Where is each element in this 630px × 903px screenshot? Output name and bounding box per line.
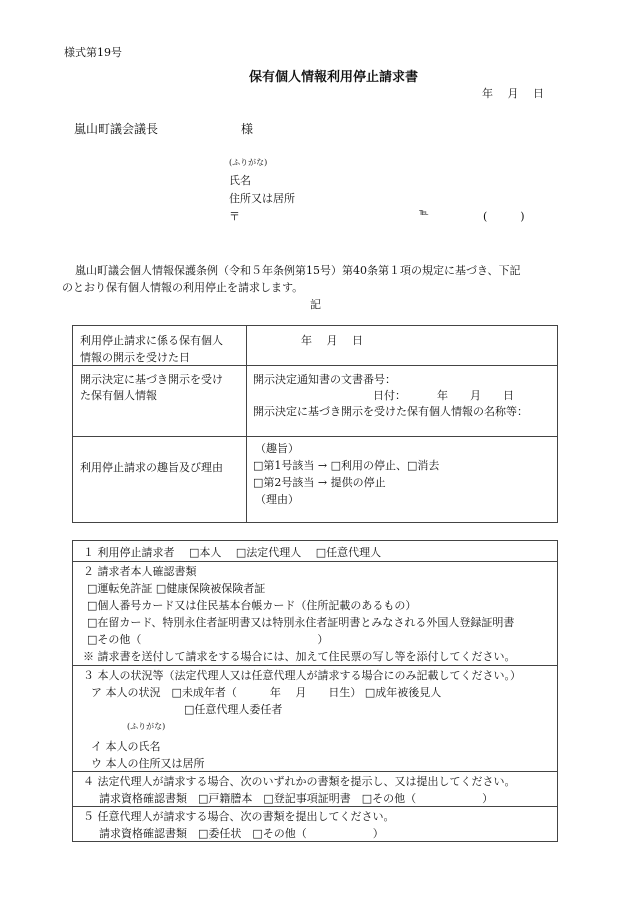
name-label: 氏名	[229, 174, 251, 187]
row-label-line: 情報の開示を受けた日	[80, 351, 190, 364]
table-row-disclosure-date	[73, 326, 557, 366]
postal-mark: 〒	[229, 210, 240, 223]
principal-furigana: (ふりがな)	[127, 722, 166, 731]
legal-agent-docs[interactable]: 請求資格確認書類 □戸籍謄本 □登記事項証明書 □その他（ ）	[99, 792, 494, 805]
requester-type[interactable]: １ 利用停止請求者 □本人 □法定代理人 □任意代理人	[83, 546, 382, 559]
table-row-disclosed-info	[73, 366, 557, 437]
disclosure-date-value[interactable]: 年 月 日	[301, 334, 363, 347]
date-line: 年 月 日	[482, 87, 544, 100]
address-label: 住所又は居所	[229, 192, 295, 205]
divider	[73, 561, 557, 562]
document-date-field[interactable]: 日付： 年 月 日	[373, 389, 514, 402]
purpose-option-2[interactable]: □第2号該当 → 提供の停止	[253, 476, 386, 489]
id-docs-option[interactable]: □運転免許証 □健康保険被保険者証	[87, 582, 266, 595]
principal-name-field[interactable]: イ 本人の氏名	[91, 740, 161, 753]
ki-label: 記	[310, 298, 321, 311]
furigana-label: (ふりがな)	[229, 158, 268, 167]
principal-status-title: ３ 本人の状況等（法定代理人又は任意代理人が請求する場合にのみ記載してください。）	[83, 669, 521, 682]
row-label: 利用停止請求の趣旨及び理由	[80, 461, 223, 474]
form-number: 様式第19号	[64, 46, 122, 59]
id-docs-note: ※ 請求書を送付して請求をする場合には、加えて住民票の写し等を添付してください。	[83, 650, 516, 663]
legal-agent-title: ４ 法定代理人が請求する場合、次のいずれかの書類を提示し、又は提出してください。	[83, 775, 516, 788]
principal-status-options[interactable]: ア 本人の状況 □未成年者（ 年 月 日生） □成年被後見人	[91, 686, 442, 699]
page-title: 保有個人情報利用停止請求書	[249, 70, 419, 85]
id-docs-title: ２ 請求者本人確認書類	[83, 565, 197, 578]
body-line-1: 嵐山町議会個人情報保護条例（令和５年条例第15号）第40条第１項の規定に基づき、下記	[75, 264, 521, 277]
voluntary-agent-docs[interactable]: 請求資格確認書類 □委任状 □その他（ ）	[99, 827, 384, 840]
info-name-field[interactable]: 開示決定に基づき開示を受けた保有個人情報の名称等：	[253, 405, 528, 418]
row-label-line: 開示決定に基づき開示を受け	[80, 373, 223, 386]
addressee: 嵐山町議会議長	[74, 122, 159, 136]
divider	[73, 806, 557, 807]
tel-paren: ( )	[483, 210, 525, 223]
purpose-option-1[interactable]: □第1号該当 → □利用の停止、□消去	[253, 459, 440, 472]
document-number-field[interactable]: 開示決定通知書の文書番号：	[253, 373, 396, 386]
reason-heading: （理由）	[255, 493, 299, 506]
row-label-line: 利用停止請求に係る保有個人	[80, 334, 223, 347]
purpose-heading: （趣旨）	[255, 442, 299, 455]
divider	[73, 771, 557, 772]
id-docs-option[interactable]: □在留カード、特別永住者証明書又は特別永住者証明書とみなされる外国人登録証明書	[87, 616, 515, 629]
requester-info-table	[72, 540, 558, 842]
voluntary-agent-title: ５ 任意代理人が請求する場合、次の書類を提出してください。	[83, 810, 395, 823]
body-line-2: のとおり保有個人情報の利用停止を請求します。	[62, 281, 304, 294]
principal-status-options[interactable]: □任意代理人委任者	[184, 703, 283, 716]
id-docs-option[interactable]: □個人番号カード又は住民基本台帳カード（住所記載のあるもの）	[87, 599, 417, 612]
principal-address-field[interactable]: ウ 本人の住所又は居所	[91, 757, 205, 770]
request-details-table	[72, 325, 558, 523]
table-row-purpose	[73, 437, 557, 522]
divider	[73, 665, 557, 666]
addressee-honorific: 様	[241, 122, 254, 136]
row-label-line: た保有個人情報	[80, 389, 157, 402]
tel-label: ℡	[419, 208, 429, 218]
id-docs-option[interactable]: □その他（ ）	[87, 633, 329, 646]
